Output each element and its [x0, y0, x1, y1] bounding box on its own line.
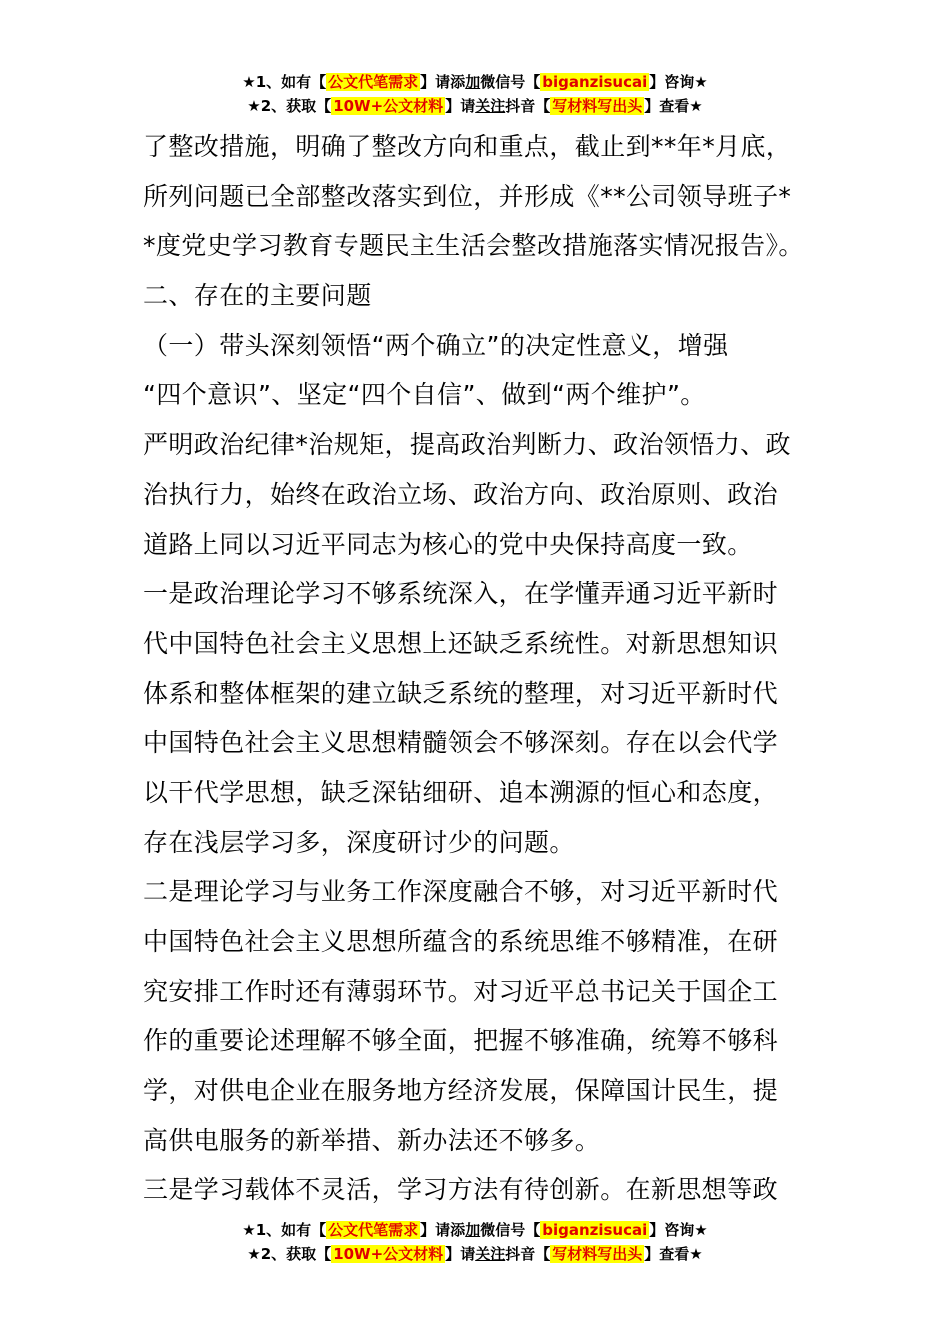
- body-line: 存在浅层学习多，深度研讨少的问题。: [143, 827, 575, 857]
- header-banner-line-2: ★2、获取【 10W+公文材料 】请关注抖音【 写材料写出头 】查看★: [247, 97, 703, 115]
- highlight-wechat-id: biganzisucai: [542, 1221, 648, 1239]
- body-line: 代中国特色社会主义思想上还缺乏系统性。对新思想知识: [143, 628, 779, 658]
- body-line: 体系和整体框架的建立缺乏系统的整理，对习近平新时代: [143, 678, 779, 708]
- body-line: “四个意识”、坚定“四个自信”、做到“两个维护”。: [143, 380, 706, 410]
- body-line: 以干代学思想，缺乏深钻细研、追本溯源的恒心和态度，: [143, 777, 779, 807]
- footer-banner-line-2: ★2、获取【 10W+公文材料 】请关注抖音【 写材料写出头 】查看★: [247, 1245, 703, 1263]
- body-line: 中国特色社会主义思想精髓领会不够深刻。存在以会代学: [143, 728, 779, 758]
- highlight-materials: 10W+公文材料: [333, 97, 444, 115]
- highlight-wechat-id: biganzisucai: [542, 73, 648, 91]
- document-body: [143, 122, 823, 1215]
- body-line: 道路上同以习近平同志为核心的党中央保持高度一致。: [143, 529, 753, 559]
- body-line: 中国特色社会主义思想所蕴含的系统思维不够精准，在研: [143, 927, 779, 956]
- body-line: 了整改措施，明确了整改方向和重点，截止到**年*月底，: [143, 132, 792, 161]
- body-line: 所列问题已全部整改落实到位，并形成《**公司领导班子*: [143, 181, 792, 211]
- body-line: 三是学习载体不灵活，学习方法有待创新。在新思想等政: [143, 1175, 779, 1205]
- body-line: 究安排工作时还有薄弱环节。对习近平总书记关于国企工: [143, 976, 779, 1006]
- body-line: 作的重要论述理解不够全面，把握不够准确，统筹不够科: [143, 1026, 779, 1056]
- body-line: 一是政治理论学习不够系统深入，在学懂弄通习近平新时: [143, 579, 779, 609]
- body-line: 二是理论学习与业务工作深度融合不够，对习近平新时代: [143, 877, 779, 907]
- header-banner-line-1: ★1、如有【 公文代笔需求 】请添加微信号【 biganzisucai 】咨询★: [242, 73, 708, 91]
- highlight-materials: 10W+公文材料: [333, 1245, 444, 1263]
- body-line: （一）带头深刻领悟“两个确立”的决定性意义，增强: [143, 330, 729, 360]
- highlight-service: 公文代笔需求: [328, 73, 419, 91]
- body-line: 治执行力，始终在政治立场、政治方向、政治原则、政治: [143, 479, 779, 509]
- body-line: *度党史学习教育专题民主生活会整改措施落实情况报告》。: [143, 231, 804, 261]
- body-line: 严明政治纪律*治规矩，提高政治判断力、政治领悟力、政: [143, 430, 791, 460]
- section-heading: 二、存在的主要问题: [143, 281, 372, 311]
- body-line: 高供电服务的新举措、新办法还不够多。: [143, 1125, 601, 1155]
- header-banner: [0, 70, 950, 118]
- footer-banner: [0, 1218, 950, 1266]
- footer-banner-line-1: ★1、如有【 公文代笔需求 】请添加微信号【 biganzisucai 】咨询★: [242, 1221, 708, 1239]
- highlight-douyin-account: 写材料写出头: [552, 1245, 643, 1263]
- highlight-douyin-account: 写材料写出头: [552, 97, 643, 115]
- body-line: 学，对供电企业在服务地方经济发展，保障国计民生，提: [143, 1076, 779, 1106]
- highlight-service: 公文代笔需求: [328, 1221, 419, 1239]
